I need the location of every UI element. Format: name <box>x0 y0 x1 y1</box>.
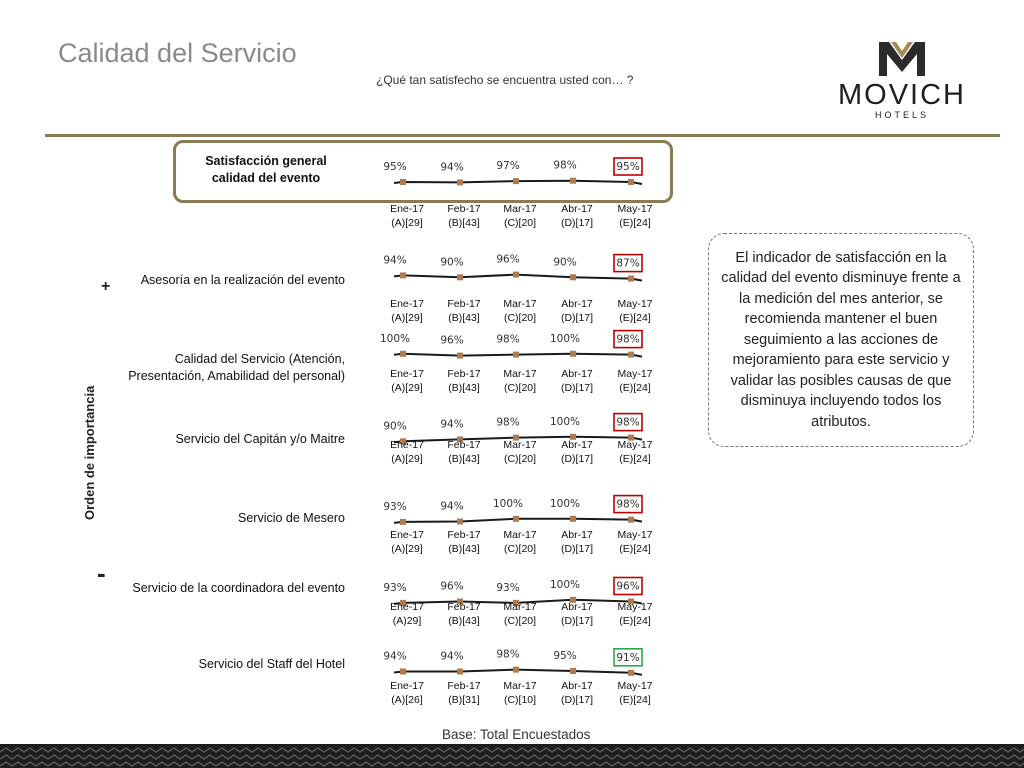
data-label: 98% <box>616 498 640 511</box>
data-label: 95% <box>616 161 640 173</box>
data-point <box>400 519 406 525</box>
tick-label-base: (E)[24] <box>619 382 651 394</box>
data-label: 94% <box>383 254 407 267</box>
page-title: Calidad del Servicio <box>58 38 297 68</box>
tick-label-month: Abr-17 <box>561 601 593 613</box>
tick-label-month: Abr-17 <box>561 439 593 451</box>
data-point <box>400 669 406 675</box>
tick-label-base: (C)[20] <box>503 382 537 394</box>
data-label: 94% <box>440 500 464 513</box>
tick-label-month: Mar-17 <box>503 601 537 613</box>
tick-label-month: Abr-17 <box>561 298 593 310</box>
data-label: 98% <box>496 648 520 661</box>
tick-label-base: (E)[24] <box>619 453 651 465</box>
tick-label-month: Mar-17 <box>503 368 537 380</box>
logo-sub-text: HOTELS <box>874 110 930 120</box>
data-label: 90% <box>553 256 577 269</box>
data-label: 100% <box>549 578 581 591</box>
row-label-line: Servicio de la coordinadora del evento <box>132 581 345 595</box>
tick-label-base: (B)[43] <box>448 615 480 627</box>
tick-label-base: (B)[43] <box>448 543 480 555</box>
tick-label-base: (B)[31] <box>448 694 480 706</box>
data-label: 98% <box>553 159 577 172</box>
tick-label-month: May-17 <box>617 529 653 541</box>
tick-label-month: Abr-17 <box>561 680 593 692</box>
tick-label-month: Mar-17 <box>503 680 537 692</box>
data-point <box>570 351 576 357</box>
data-label: 100% <box>549 415 581 428</box>
data-point <box>457 179 463 185</box>
tick-label-base: (C)[20] <box>503 453 537 465</box>
data-point <box>513 516 519 522</box>
tick-label-month: Mar-17 <box>503 203 537 215</box>
tick-label-base: (C)[20] <box>503 217 537 229</box>
tick-label-base: (C)[20] <box>503 543 537 555</box>
chart-row <box>383 649 652 706</box>
data-label: 98% <box>616 416 640 429</box>
data-point <box>628 670 634 676</box>
data-label: 96% <box>440 334 464 347</box>
tick-label-month: Ene-17 <box>390 529 424 541</box>
data-label: 94% <box>440 650 464 663</box>
data-point <box>400 351 406 357</box>
tick-label-base: (B)[43] <box>448 217 480 229</box>
chart-row <box>383 158 652 229</box>
chart-row <box>383 254 652 324</box>
data-label: 100% <box>492 497 524 510</box>
tick-label-month: Feb-17 <box>447 203 481 215</box>
row-label-line: Satisfacción general <box>205 154 327 168</box>
minus-marker: - <box>97 558 106 588</box>
data-point <box>400 272 406 278</box>
tick-label-month: May-17 <box>617 439 653 451</box>
data-point <box>400 179 406 185</box>
tick-label-base: (A)[29] <box>391 382 423 394</box>
data-point <box>513 352 519 358</box>
tick-label-base: (B)[43] <box>448 312 480 324</box>
row-label-line: Calidad del Servicio (Atención, <box>174 352 345 366</box>
tick-label-month: May-17 <box>617 203 653 215</box>
data-point <box>513 178 519 184</box>
data-label: 90% <box>383 420 407 433</box>
tick-label-month: Ene-17 <box>390 298 424 310</box>
data-point <box>570 178 576 184</box>
plus-marker: + <box>101 278 111 295</box>
footer-pattern <box>0 744 1024 768</box>
tick-label-base: (D)[17] <box>560 217 594 229</box>
data-point <box>570 668 576 674</box>
tick-label-base: (E)[24] <box>619 217 651 229</box>
tick-label-base: (E)[24] <box>619 543 651 555</box>
tick-label-month: May-17 <box>617 601 653 613</box>
data-point <box>457 519 463 525</box>
data-label: 93% <box>383 500 407 513</box>
base-note: Base: Total Encuestados <box>442 727 591 742</box>
row-label-line: Servicio del Staff del Hotel <box>198 657 345 671</box>
tick-label-month: Mar-17 <box>503 439 537 451</box>
tick-label-month: Ene-17 <box>390 439 424 451</box>
tick-label-month: Ene-17 <box>390 601 424 613</box>
tick-label-base: (B)[43] <box>448 453 480 465</box>
data-point <box>628 517 634 523</box>
tick-label-base: (B)[43] <box>448 382 480 394</box>
tick-label-base: (A)[29] <box>391 543 423 555</box>
tick-label-month: May-17 <box>617 680 653 692</box>
data-point <box>628 179 634 185</box>
data-point <box>457 353 463 359</box>
data-label: 95% <box>553 650 577 662</box>
tick-label-base: (A)29] <box>392 615 422 627</box>
tick-label-month: Feb-17 <box>447 601 481 613</box>
data-label: 98% <box>616 333 640 346</box>
tick-label-base: (D)[17] <box>560 382 594 394</box>
tick-label-base: (A)[29] <box>391 453 423 465</box>
chart-row <box>383 578 652 628</box>
tick-label-month: Feb-17 <box>447 439 481 451</box>
data-label: 96% <box>440 580 464 593</box>
row-label-line: calidad del evento <box>211 171 321 185</box>
tick-label-base: (D)[17] <box>560 615 594 627</box>
data-label: 98% <box>496 416 520 429</box>
data-label: 93% <box>383 581 407 594</box>
row-label-line: Asesoría en la realización del evento <box>140 273 345 287</box>
data-label: 95% <box>383 161 407 173</box>
data-point <box>457 274 463 280</box>
tick-label-month: Mar-17 <box>503 529 537 541</box>
data-point <box>457 669 463 675</box>
data-label: 98% <box>496 333 520 346</box>
data-point <box>628 352 634 358</box>
tick-label-base: (E)[24] <box>619 615 651 627</box>
data-label: 96% <box>496 253 520 266</box>
tick-label-base: (D)[17] <box>560 312 594 324</box>
data-point <box>513 272 519 278</box>
tick-label-month: Abr-17 <box>561 529 593 541</box>
chart-row <box>383 496 652 555</box>
tick-label-month: May-17 <box>617 368 653 380</box>
data-point <box>513 667 519 673</box>
tick-label-base: (C)[20] <box>503 615 537 627</box>
data-label: 100% <box>549 332 581 345</box>
importance-axis-label: Orden de importancia <box>82 385 97 520</box>
data-label: 94% <box>440 161 464 174</box>
tick-label-month: Ene-17 <box>390 203 424 215</box>
data-label: 94% <box>440 418 464 431</box>
tick-label-base: (E)[24] <box>619 694 651 706</box>
row-label-line: Servicio del Capitán y/o Maitre <box>175 432 345 446</box>
tick-label-base: (A)[29] <box>391 217 423 229</box>
tick-label-month: Feb-17 <box>447 680 481 692</box>
data-label: 100% <box>549 497 581 510</box>
tick-label-base: (C)[20] <box>503 312 537 324</box>
data-point <box>570 274 576 280</box>
tick-label-base: (A)[29] <box>391 312 423 324</box>
data-label: 94% <box>383 650 407 663</box>
tick-label-month: Ene-17 <box>390 680 424 692</box>
tick-label-month: Abr-17 <box>561 203 593 215</box>
row-label-line: Presentación, Amabilidad del personal) <box>128 369 345 383</box>
row-label-line: Servicio de Mesero <box>238 511 345 525</box>
data-label: 91% <box>616 651 640 664</box>
data-label: 96% <box>616 580 640 593</box>
data-label: 87% <box>616 257 640 270</box>
tick-label-month: Feb-17 <box>447 529 481 541</box>
tick-label-month: Feb-17 <box>447 298 481 310</box>
data-label: 93% <box>496 581 520 594</box>
tick-label-month: Mar-17 <box>503 298 537 310</box>
data-label: 90% <box>440 256 464 269</box>
data-point <box>570 516 576 522</box>
tick-label-month: Feb-17 <box>447 368 481 380</box>
data-label: 97% <box>496 160 520 173</box>
data-point <box>628 276 634 282</box>
tick-label-base: (D)[17] <box>560 453 594 465</box>
tick-label-month: Abr-17 <box>561 368 593 380</box>
tick-label-month: Ene-17 <box>390 368 424 380</box>
tick-label-base: (E)[24] <box>619 312 651 324</box>
insight-callout: El indicador de satisfacción en la calidad del evento disminuye frente a la medición del mes anterior, se recomienda mantener el buen seguimiento a las acciones de mejoramiento para este servicio y validar las posibles causas de que disminuya incluyendo todos los atributos. <box>708 233 974 447</box>
tick-label-base: (D)[17] <box>560 543 594 555</box>
question-subtitle: ¿Qué tan satisfecho se encuentra usted con… ? <box>376 73 634 87</box>
data-label: 100% <box>379 332 411 345</box>
chart-row <box>380 331 653 394</box>
tick-label-month: May-17 <box>617 298 653 310</box>
tick-label-base: (A)[26] <box>391 694 423 706</box>
chart-row <box>383 414 652 465</box>
tick-label-base: (D)[17] <box>560 694 594 706</box>
logo-brand-text: MOVICH <box>838 79 966 111</box>
tick-label-base: (C)[10] <box>503 694 537 706</box>
